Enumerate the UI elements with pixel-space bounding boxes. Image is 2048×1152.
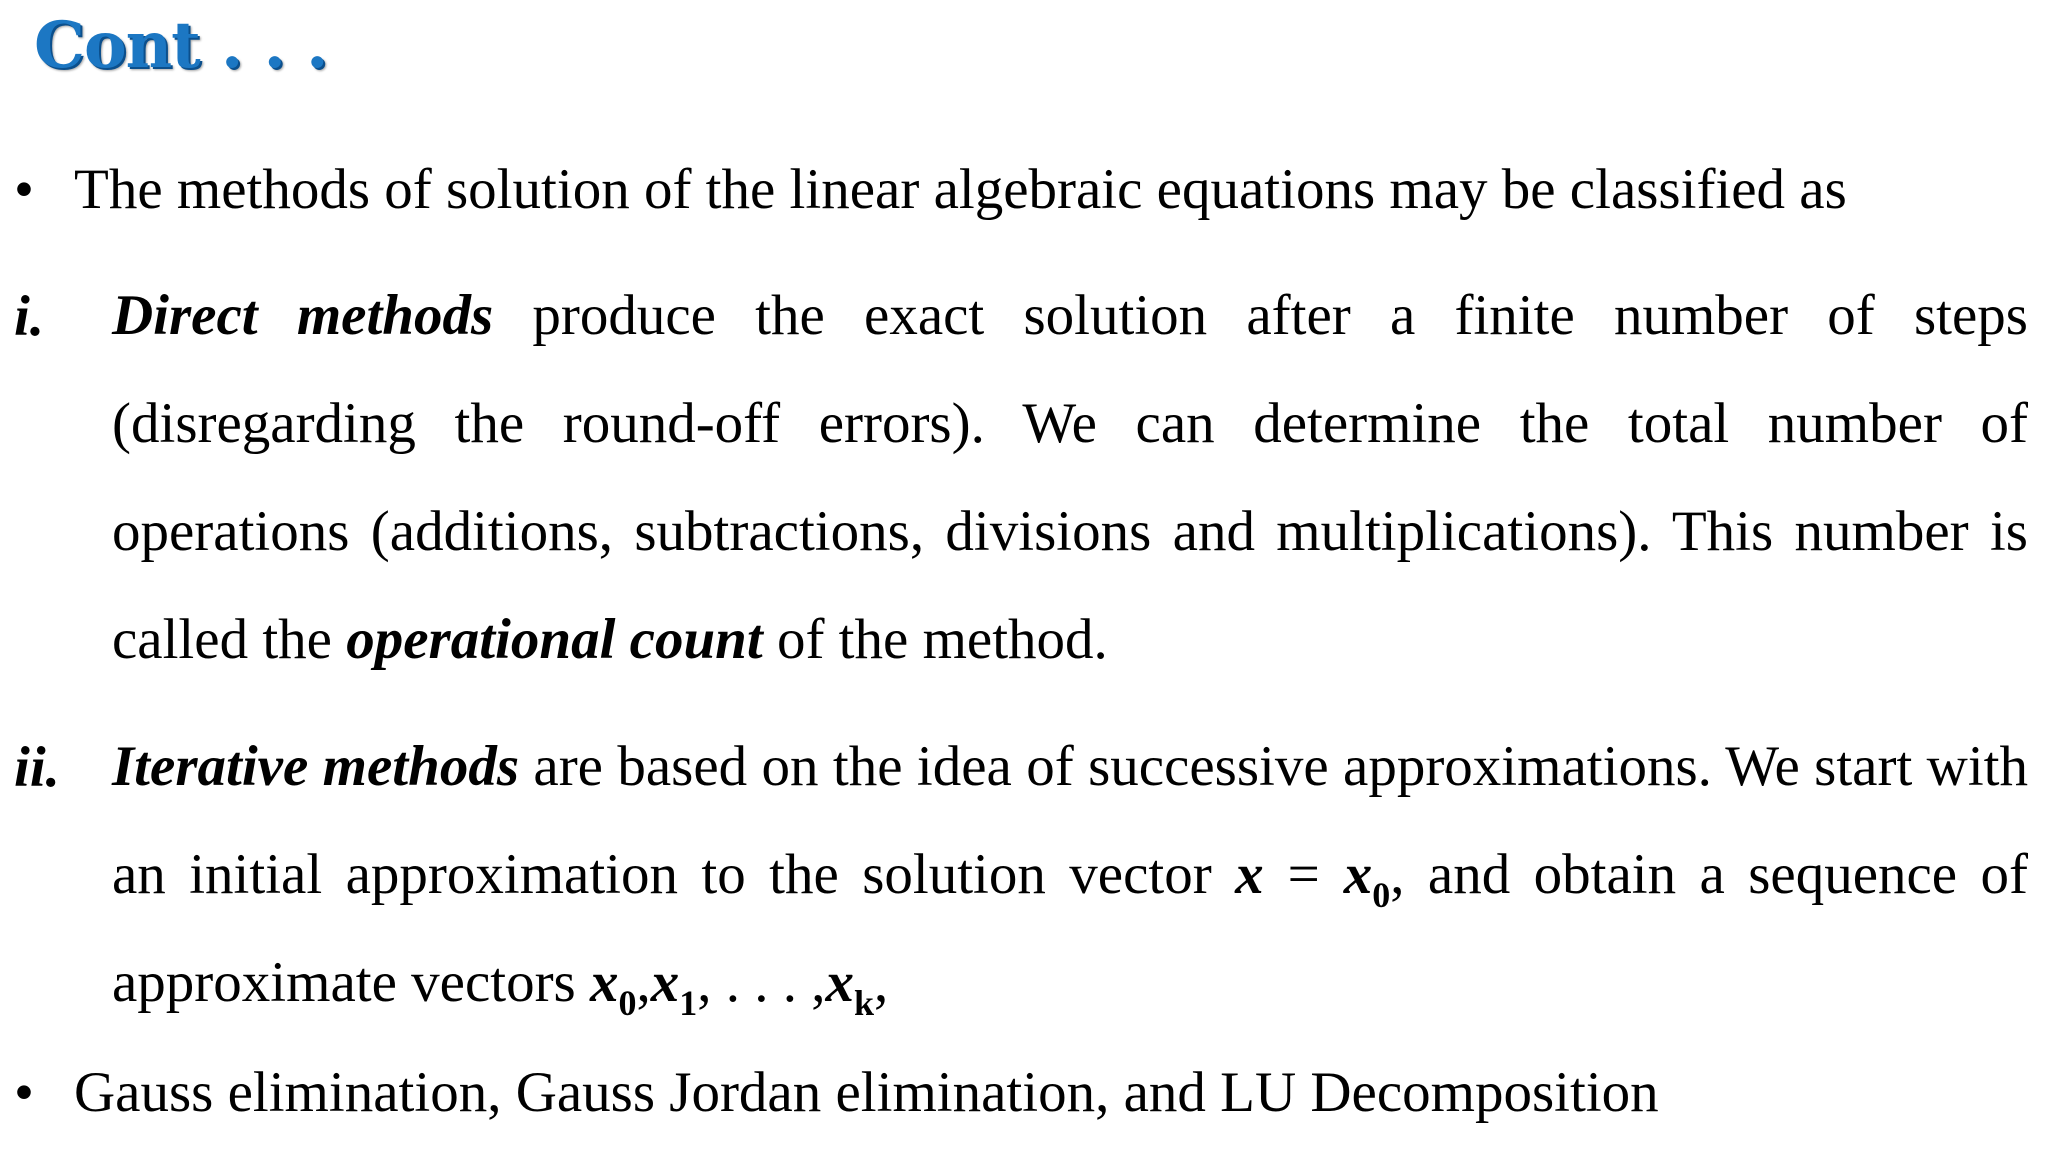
vector-x0: $x_0$ [1343, 843, 1391, 915]
intro-text: The methods of solution of the linear algebraic equations may be classified as [74, 158, 1847, 221]
slide-title: Cont . . . [34, 8, 328, 83]
item-i-text-b: of the method. [762, 608, 1108, 671]
intro-bullet [14, 155, 1847, 225]
direct-methods-term: Direct methods [112, 284, 494, 347]
sequence-xk: $x_k$ [825, 951, 875, 1023]
sequence-x0: $x_0$ [590, 951, 637, 1023]
sequence-x1: $x_1$ [650, 951, 698, 1023]
item-i-marker: i. [14, 285, 45, 348]
item-ii-paragraph [112, 713, 2028, 1037]
iterative-methods-term: Iterative methods [112, 735, 520, 798]
item-i-text-a: produce the exact solution after a finite number of steps (disregarding the round-off errors). We can determine the total number of operations (additions, subtractions, divisions and multiplications). This number is called the [112, 284, 2028, 671]
sequence-sep: , [636, 951, 651, 1014]
bullet-icon: • [14, 158, 34, 221]
item-ii-text-b: , and obtain a sequence of approximate vectors [112, 843, 2028, 1014]
operational-count-term: operational count [346, 608, 763, 671]
closing-text: Gauss elimination, Gauss Jordan elimination, and LU Decomposition [74, 1061, 1659, 1124]
item-ii-text-a: are based on the idea of successive approximations. We start with an initial approximation to the solution vector [112, 735, 2028, 906]
sequence-trailing: , [874, 951, 889, 1014]
equals-sign: = [1287, 843, 1320, 906]
sequence-ellipsis: , . . . , [697, 951, 826, 1014]
closing-bullet [14, 1058, 1659, 1128]
vector-x: x [1235, 843, 1264, 906]
bullet-icon: • [14, 1061, 34, 1124]
item-ii-marker: ii. [14, 736, 60, 799]
item-i-paragraph [112, 262, 2028, 694]
